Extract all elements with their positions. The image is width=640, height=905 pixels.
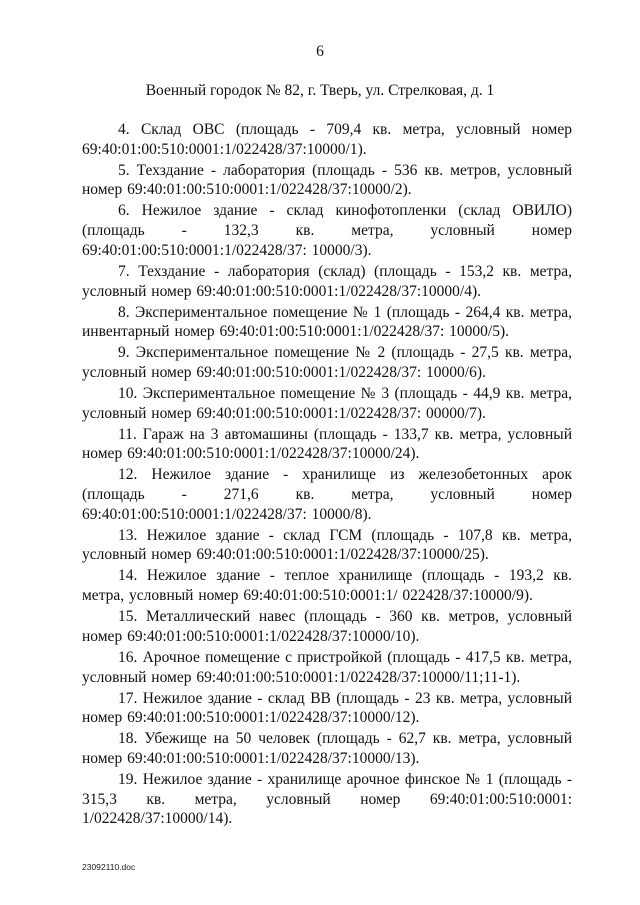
list-item: 15. Металлический навес (площадь - 360 кв. метров, условный номер 69:40:01:00:510:0001:1/022428/37:10000/10). (82, 608, 572, 645)
list-item: 12. Нежилое здание - хранилище из железобетонных арок (площадь - 271,6 кв. метра, условный номер 69:40:01:00:510:0001:1/022428/37: 10000/8). (82, 466, 572, 523)
list-item: 4. Склад ОВС (площадь - 709,4 кв. метра, условный номер 69:40:01:00:510:0001:1/022428/37:10000/1). (82, 121, 572, 158)
list-item: 14. Нежилое здание - теплое хранилище (площадь - 193,2 кв. метра, условный номер 69:40:01:00:510:0001:1/ 022428/37:10000/9). (82, 567, 572, 605)
list-item: 17. Нежилое здание - склад ВВ (площадь - 23 кв. метра, условный номер 69:40:01:00:510:0001:1/022428/37:10000/12). (82, 689, 572, 727)
section-heading: Военный городок № 82, г. Тверь, ул. Стрелковая, д. 1 (145, 82, 495, 99)
list-item: 7. Техздание - лаборатория (склад) (площадь - 153,2 кв. метра, условный номер 69:40:01:00:510:0001:1/022428/37:10000/4). (82, 262, 572, 300)
list-item: 18. Убежище на 50 человек (площадь - 62,7 кв. метра, условный номер 69:40:01:00:510:0001:1/022428/37:10000/13). (82, 730, 572, 767)
list-item: 11. Гараж на 3 автомашины (площадь - 133,7 кв. метра, условный номер 69:40:01:00:510:0001:1/022428/37:10000/24). (82, 425, 572, 463)
list-item: 19. Нежилое здание - хранилище арочное финское № 1 (площадь - 315,3 кв. метра, условный номер 69:40:01:00:510:0001: 1/022428/37:10000/14). (82, 770, 572, 828)
list-item: 13. Нежилое здание - склад ГСМ (площадь - 107,8 кв. метра, условный номер 69:40:01:00:510:0001:1/022428/37:10000/25). (82, 526, 572, 564)
list-item: 6. Нежилое здание - склад кинофотопленки (склад ОВИЛО) (площадь - 132,3 кв. метра, условный номер 69:40:01:00:510:0001:1/022428/37: 10000/3). (82, 202, 572, 259)
list-item: 16. Арочное помещение с пристройкой (площадь - 417,5 кв. метра, условный номер 69:40:01:00:510:0001:1/022428/37:10000/11;11-1). (82, 648, 572, 686)
list-item: 10. Экспериментальное помещение № 3 (площадь - 44,9 кв. метра, условный номер 69:40:01:00:510:0001:1/022428/37: 00000/7). (82, 384, 572, 422)
document-filename: 23092110.doc (82, 862, 136, 872)
page-number: 6 (316, 43, 324, 60)
list-item: 8. Экспериментальное помещение № 1 (площадь - 264,4 кв. метра, инвентарный номер 69:40:01:00:510:0001:1/022428/37: 10000/5). (82, 303, 572, 341)
list-item: 9. Экспериментальное помещение № 2 (площадь - 27,5 кв. метра, условный номер 69:40:01:00:510:0001:1/022428/37: 10000/6). (82, 344, 572, 381)
property-list (82, 120, 572, 830)
list-item: 5. Техздание - лаборатория (площадь - 536 кв. метров, условный номер 69:40:01:00:510:0001:1/022428/37:10000/2). (82, 161, 572, 199)
